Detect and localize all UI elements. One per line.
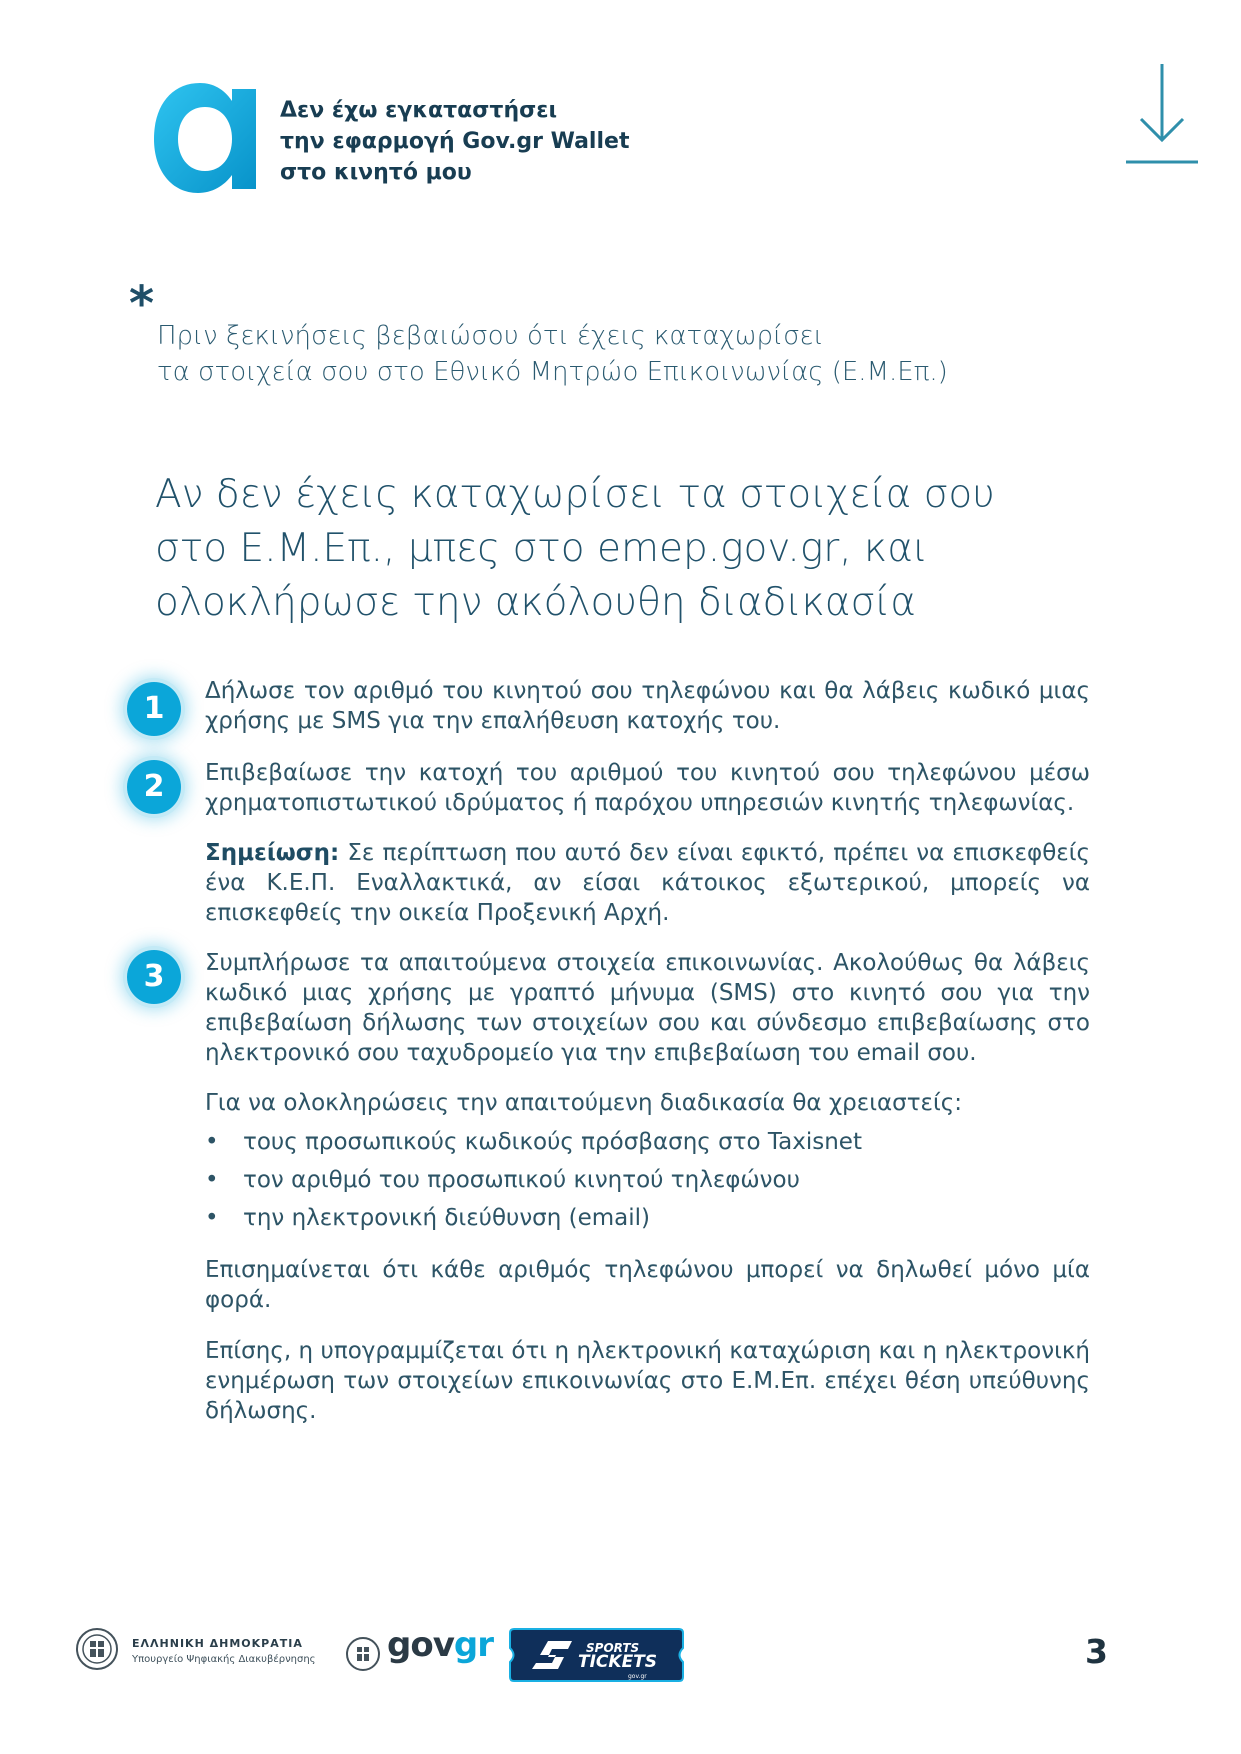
page-number: 3 [1085,1632,1108,1671]
greek-republic-seal-icon [75,1625,119,1675]
headline-line: στο Ε.Μ.Επ., μπες στο emep.gov.gr, και [155,526,929,571]
ticket-line1: SPORTS [586,1641,640,1655]
also-paragraph: Επίσης, η υπογραμμίζεται ότι η ηλεκτρονική καταχώριση και η ηλεκτρονική ενημέρωση των στοιχείων επικοινωνίας στο Ε.Μ.Επ. επέχει θέση υπεύθυνης δήλωσης. [205,1338,1090,1424]
headline-line: ολοκλήρωσε την ακόλουθη διαδικασία [155,580,916,625]
step-1-text: Δήλωσε τον αριθμό του κινητού σου τηλεφώνου και θα λάβεις κωδικό μιας χρήσης με SMS για την επαλήθευση κατοχής του. [205,678,1090,734]
bullet-icon: • [205,1129,219,1155]
note-paragraph [205,838,1090,928]
ticket-line2: TICKETS [578,1652,658,1672]
asterisk-icon: * [129,276,155,332]
intro-text [157,318,1057,390]
bullet-icon: • [205,1205,219,1231]
download-arrow-icon[interactable] [1124,62,1200,166]
intro-line: τα στοιχεία σου στο Εθνικό Μητρώο Επικοινωνίας (Ε.Μ.Επ.) [157,357,948,387]
govgr-accent: gr [453,1625,493,1665]
page-title [280,95,700,188]
notice-paragraph: Επισημαίνεται ότι κάθε αριθμός τηλεφώνου μπορεί να δηλωθεί μόνο μία φορά. [205,1257,1090,1313]
note-text: Σε περίπτωση που αυτό δεν είναι εφικτό, πρέπει να επισκεφθείς ένα Κ.Ε.Π. Εναλλακτικά, αν είσαι κάτοικος εξωτερικού, μπορείς να επισκεφθείς την οικεία Προξενική Αρχή. [205,840,1090,926]
step-2-badge: 2 [127,760,181,814]
govgr-logo[interactable] [387,1625,493,1665]
headline [155,468,1055,630]
needs-intro: Για να ολοκληρώσεις την απαιτούμενη διαδικασία θα χρειαστείς: [205,1090,963,1116]
list-item-text: τους προσωπικούς κωδικούς πρόσβασης στο Taxisnet [243,1129,862,1155]
step-2-text: Επιβεβαίωσε την κατοχή του αριθμού του κινητού σου τηλεφώνου μέσω χρηματοπιστωτικού ιδρύματος ή παρόχου υπηρεσιών κινητής τηλεφωνίας. [205,760,1090,816]
step-3-badge: 3 [127,950,181,1004]
ticket-small: gov.gr [628,1673,647,1680]
sports-tickets-logo [508,1627,685,1683]
step-1-badge: 1 [127,682,181,736]
list-item [205,1165,800,1195]
intro-line: Πριν ξεκινήσεις βεβαιώσου ότι έχεις καταχωρίσει [157,321,824,351]
list-item [205,1127,862,1157]
bullet-icon: • [205,1167,219,1193]
govgr-main: gov [387,1625,454,1665]
list-item [205,1203,650,1233]
list-item-text: τον αριθμό του προσωπικού κινητού τηλεφώνου [243,1167,800,1193]
list-item-text: την ηλεκτρονική διεύθυνση (email) [243,1205,651,1231]
title-line: στο κινητό μου [280,160,472,185]
govgr-seal-icon [345,1634,381,1674]
a-logo [150,55,260,195]
government-name: ΕΛΛΗΝΙΚΗ ΔΗΜΟΚΡΑΤΙΑ [132,1637,303,1650]
title-line: Δεν έχω εγκαταστήσει [280,98,558,123]
ministry-name: Υπουργείο Ψηφιακής Διακυβέρνησης [132,1654,316,1665]
note-label: Σημείωση: [205,840,340,866]
step-3-text: Συμπλήρωσε τα απαιτούμενα στοιχεία επικοινωνίας. Ακολούθως θα λάβεις κωδικό μιας χρήσης με γραπτό μήνυμα (SMS) στο κινητό σου για την επιβεβαίωση δήλωσης των στοιχείων σου και σύνδεσμο επιβεβαίωσης στο ηλεκτρονικό σου ταχυδρομείο για την επιβεβαίωση του email σου. [205,950,1090,1066]
headline-line: Αν δεν έχεις καταχωρίσει τα στοιχεία σου [155,472,995,517]
title-line: την εφαρμογή Gov.gr Wallet [280,129,630,154]
